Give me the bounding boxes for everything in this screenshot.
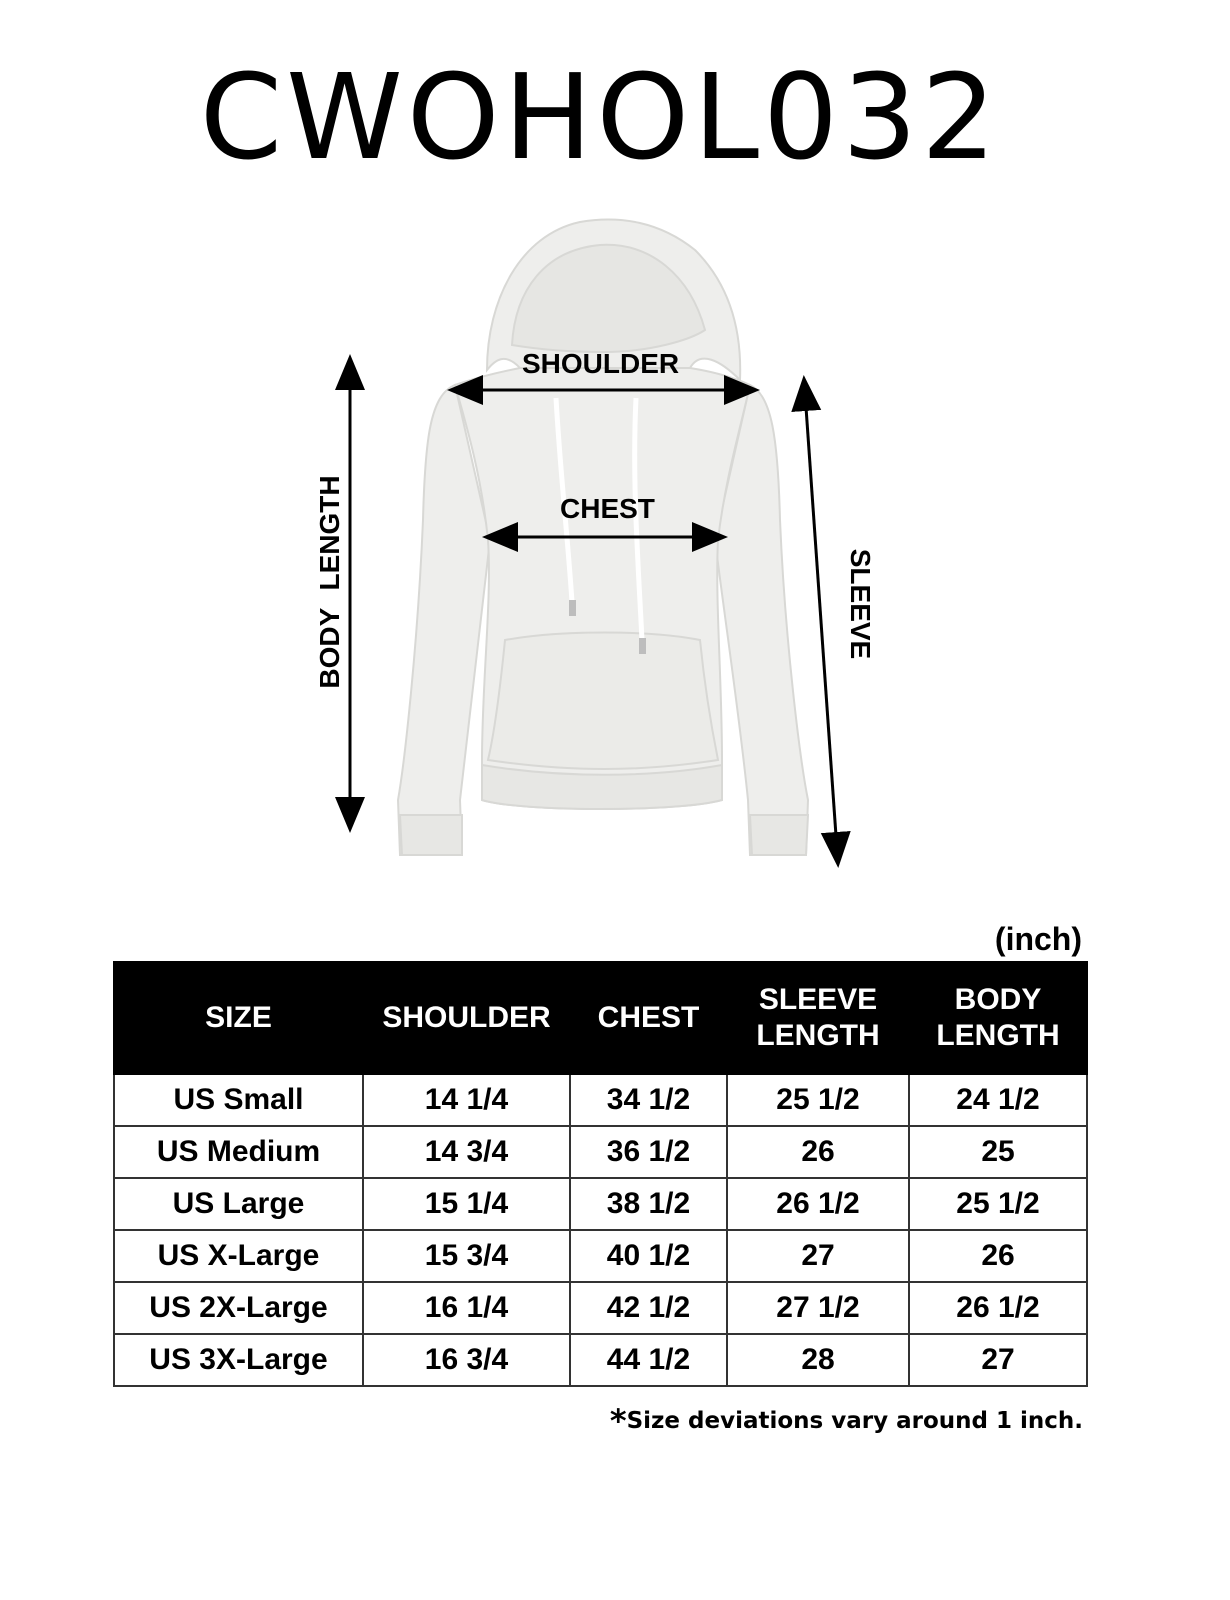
shoulder-cell: 15 1/4	[363, 1178, 570, 1230]
table-row	[114, 1074, 1087, 1126]
sleeve-length-cell: 27 1/2	[727, 1282, 909, 1334]
sleeve-arrow	[805, 393, 837, 850]
size-deviation-note	[609, 1402, 1083, 1440]
table-row	[114, 1178, 1087, 1230]
sleeve-length-cell: 25 1/2	[727, 1074, 909, 1126]
shoulder-cell: 14 1/4	[363, 1074, 570, 1126]
size-chart-table	[113, 961, 1088, 1387]
header-shoulder: SHOULDER	[363, 962, 570, 1074]
body-length-cell: 26 1/2	[909, 1282, 1087, 1334]
body-length-cell: 26	[909, 1230, 1087, 1282]
sleeve-length-cell: 27	[727, 1230, 909, 1282]
chest-cell: 42 1/2	[570, 1282, 727, 1334]
chest-cell: 34 1/2	[570, 1074, 727, 1126]
chest-cell: 36 1/2	[570, 1126, 727, 1178]
header-sleeve-length: SLEEVE LENGTH	[727, 962, 909, 1074]
table-row	[114, 1230, 1087, 1282]
header-chest: CHEST	[570, 962, 727, 1074]
shoulder-cell: 16 1/4	[363, 1282, 570, 1334]
table-row	[114, 1126, 1087, 1178]
size-cell: US Small	[114, 1074, 363, 1126]
shoulder-cell: 14 3/4	[363, 1126, 570, 1178]
table-row	[114, 1334, 1087, 1386]
chest-cell: 40 1/2	[570, 1230, 727, 1282]
body-length-cell: 25 1/2	[909, 1178, 1087, 1230]
sleeve-length-cell: 28	[727, 1334, 909, 1386]
size-cell: US Medium	[114, 1126, 363, 1178]
table-row	[114, 1282, 1087, 1334]
chest-cell: 44 1/2	[570, 1334, 727, 1386]
header-body-length: BODY LENGTH	[909, 962, 1087, 1074]
unit-label: (inch)	[994, 921, 1082, 957]
body-length-cell: 25	[909, 1126, 1087, 1178]
body-length-cell: 27	[909, 1334, 1087, 1386]
table-header-row	[114, 962, 1087, 1074]
asterisk: *	[609, 1402, 627, 1440]
chest-label: CHEST	[560, 493, 655, 524]
size-cell: US 2X-Large	[114, 1282, 363, 1334]
shoulder-cell: 16 3/4	[363, 1334, 570, 1386]
sleeve-label: SLEEVE	[845, 548, 876, 660]
body-length-cell: 24 1/2	[909, 1074, 1087, 1126]
chest-cell: 38 1/2	[570, 1178, 727, 1230]
size-cell: US X-Large	[114, 1230, 363, 1282]
header-size: SIZE	[114, 962, 363, 1074]
shoulder-label: SHOULDER	[522, 348, 680, 379]
size-cell: US 3X-Large	[114, 1334, 363, 1386]
sleeve-length-cell: 26 1/2	[727, 1178, 909, 1230]
product-code-title: CWOHOL032	[199, 48, 1001, 186]
shoulder-cell: 15 3/4	[363, 1230, 570, 1282]
body-length-label: BODY LENGTH	[314, 475, 345, 689]
size-cell: US Large	[114, 1178, 363, 1230]
note-text: Size deviations vary around 1 inch.	[626, 1408, 1083, 1434]
sleeve-length-cell: 26	[727, 1126, 909, 1178]
